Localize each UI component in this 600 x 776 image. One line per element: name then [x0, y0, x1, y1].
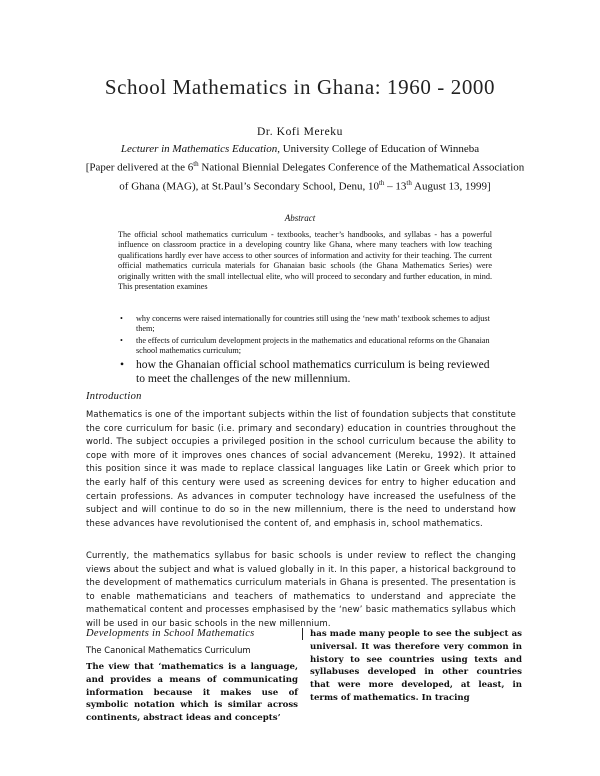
conference-note-sup-3: th: [406, 178, 412, 187]
introduction-paragraph-2: Currently, the mathematics syllabus for basic schools is under review to reflect the changing views about the subject and what is valued globally in it. In this paper, a historical background to the development of mathematics curriculum materials in Ghana is presented. The presentation is to enable mathematicians and teachers of mathematics to understand and appreciate the mathematical content and processes emphasised by the ‘new’ basic mathematics syllabus which will be used in our basic schools in the new millennium.: [86, 550, 516, 628]
conference-note-part-4: August 13, 1999]: [411, 180, 491, 193]
conference-note-part-1: [Paper delivered at the 6: [85, 161, 194, 174]
conference-note-sup-2: th: [378, 178, 385, 187]
introduction-paragraph-1: Mathematics is one of the important subjects within the list of foundation subjects that constitute the core curriculum for basic (i.e. primary and secondary) education in countries throughout the world. The subject occupies a privileged position in the school curriculum because the ability to cope with more of it improves ones chances of social advancement (Mereku, 1992). It attained this position since it was made to replace classical languages like Latin or Greek which prior to the early half of this century were used as screening devices for entry to higher education and certain professions. As advances in computer technology have increased the usefulness of the subject and will continue to do so in the new millennium, there is the need to understand how these advances have revolutionised the content of, and emphasis in, school mathematics.: [86, 409, 516, 528]
author-affiliation: [40, 143, 560, 155]
abstract-bullet-3: • how the Ghanaian official school mathematics curriculum is being reviewed to meet the challenges of the new millennium.: [118, 358, 494, 387]
paper-title: School Mathematics in Ghana: 1960 - 2000: [104, 75, 496, 99]
abstract-bullet-1: • why concerns were raised internationally for countries still using the ‘new math’ textbook schemes to adjust them;: [118, 314, 494, 335]
introduction-heading: Introduction: [86, 391, 142, 402]
abstract-heading: Abstract: [284, 213, 316, 223]
left-column-text: The view that ‘mathematics is a language, and provides a means of communicating information because it makes use of symbolic notation which is similar across continents, abstract ideas and concepts’: [86, 662, 298, 724]
column-divider: [302, 628, 303, 640]
conference-note-part-2: National Biennial Delegates Conference of the Mathematical Association of Ghana (MAG), at St.Paul’s Secondary School, Denu, 10: [119, 161, 525, 193]
right-column-text: has made many people to see the subject as universal. It was therefore very common in history to see countries using texts and syllabuses developed in other countries that were more developed, at least, in terms of mathematics. In tracing: [310, 629, 522, 703]
developments-heading: Developments in School Mathematics: [86, 628, 255, 639]
abstract-bullet-2: • the effects of curriculum development projects in the mathematics and educational reforms on the Ghanaian school mathematics curriculum;: [118, 336, 494, 357]
conference-note-sup-1: th: [193, 160, 199, 168]
conference-note-part-3: – 13: [384, 180, 407, 193]
conference-note: [80, 157, 530, 194]
affiliation-role: Lecturer in Mathematics Education: [120, 143, 278, 155]
left-column: [86, 628, 298, 725]
affiliation-institution: , University College of Education of Winneba: [277, 143, 480, 155]
right-column: [310, 628, 522, 705]
abstract-body: The official school mathematics curriculum - textbooks, teacher’s handbooks, and syllabas - has a powerful influence on classroom practice in a developing country like Ghana, where many teachers with low teaching qualifications hardly ever have access to other sources of information and activity for their teaching. The current official mathematics curricula materials for Ghanaian basic schools (the Ghana Mathematics Series) were originally written with the small intellectual elite, who will proceed to secondary and further education, in mind. This presentation examines: [118, 230, 492, 292]
author-name: Dr. Kofi Mereku: [257, 126, 343, 138]
abstract-bullet-list: [118, 314, 494, 388]
canonical-curriculum-subheading: The Canonical Mathematics Curriculum: [86, 645, 251, 655]
